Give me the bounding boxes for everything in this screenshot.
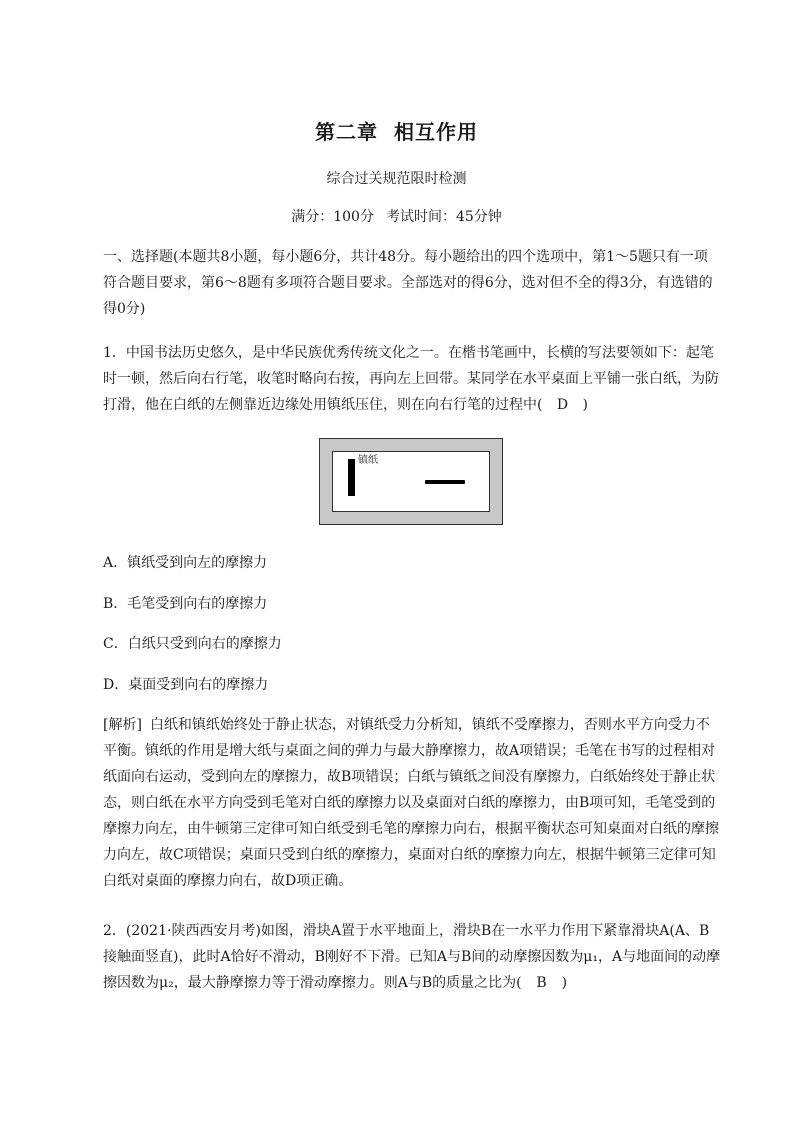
option-d: D．桌面受到向右的摩擦力 bbox=[103, 677, 269, 693]
option-c: C．白纸只受到向右的摩擦力 bbox=[103, 636, 282, 652]
analysis-text: 白纸和镇纸始终处于静止状态，对镇纸受力分析知，镇纸不受摩擦力，否则水平方向受力不平衡。镇纸的作用是增大纸与桌面之间的弹力与最大静摩擦力，故A项错误；毛笔在书写的过程相对纸面向右运动，受到向左的摩擦力，故B项错误；白纸与镇纸之间没有摩擦力，白纸始终处于静止状态，则白纸在水平方向受到毛笔对白纸的摩擦力以及桌面对白纸的摩擦力，由B项可知，毛笔受到的摩擦力向左，由牛顿第三定律可知白纸受到毛笔的摩擦力向右，根据平衡状态可知桌面对白纸的摩擦力向左，故C项错误；桌面只受到白纸的摩擦力，桌面对白纸的摩擦力向左，根据牛顿第三定律可知白纸对桌面的摩擦力向右，故D项正确。 bbox=[103, 717, 719, 889]
chapter-topic: 相互作用 bbox=[394, 120, 478, 144]
question-1-stem-end: ) bbox=[582, 397, 588, 413]
desk-figure bbox=[319, 438, 503, 525]
option-a: A．镇纸受到向左的摩擦力 bbox=[103, 555, 268, 571]
chapter-number: 第二章 bbox=[315, 120, 378, 144]
white-paper bbox=[332, 451, 490, 512]
full-score: 满分：100分 bbox=[291, 209, 374, 225]
question-1-stem bbox=[103, 340, 721, 418]
exam-time: 考试时间：45分钟 bbox=[385, 209, 502, 225]
question-2-stem-end: ) bbox=[561, 975, 568, 991]
page-title bbox=[0, 116, 793, 145]
paperweight-label: 镇纸 bbox=[358, 455, 378, 466]
question-1-answer: D bbox=[556, 397, 569, 413]
page-subtitle: 综合过关规范限时检测 bbox=[326, 171, 467, 187]
question-2-answer: B bbox=[536, 975, 547, 991]
question-2-text: 2．(2021·陕西西安月考)如图，滑块A置于水平地面上，滑块B在一水平力作用下紧靠滑块A(A、B接触面竖直)，此时A恰好不滑动，B刚好不下滑。已知A与B间的动摩擦因数为μ₁，A与地面间的动摩擦因数为μ₂，最大静摩擦力等于滑动摩擦力。则A与B的质量之比为( bbox=[103, 923, 721, 991]
section-intro: 一、选择题(本题共8小题，每小题6分，共计48分。每小题给出的四个选项中，第1～5题只有一项符合题目要求，第6～8题有多项符合题目要求。全部选对的得6分，选对但不全的得3分，有选错的得0分) bbox=[103, 249, 713, 317]
option-b: B．毛笔受到向右的摩擦力 bbox=[103, 596, 268, 612]
question-2-stem bbox=[103, 918, 721, 996]
question-1-analysis bbox=[103, 712, 721, 894]
analysis-label: [解析] bbox=[103, 717, 142, 733]
brush-stroke bbox=[425, 480, 465, 484]
paperweight bbox=[348, 459, 355, 496]
question-1-text: 1．中国书法历史悠久，是中华民族优秀传统文化之一。在楷书笔画中，长横的写法要领如下：起笔时一顿，然后向右行笔，收笔时略向右按，再向左上回带。某同学在水平桌面上平铺一张白纸，为防打滑，他在白纸的左侧靠近边缘处用镇纸压住，则在向右行笔的过程中( bbox=[103, 345, 719, 413]
exam-meta bbox=[0, 206, 793, 226]
